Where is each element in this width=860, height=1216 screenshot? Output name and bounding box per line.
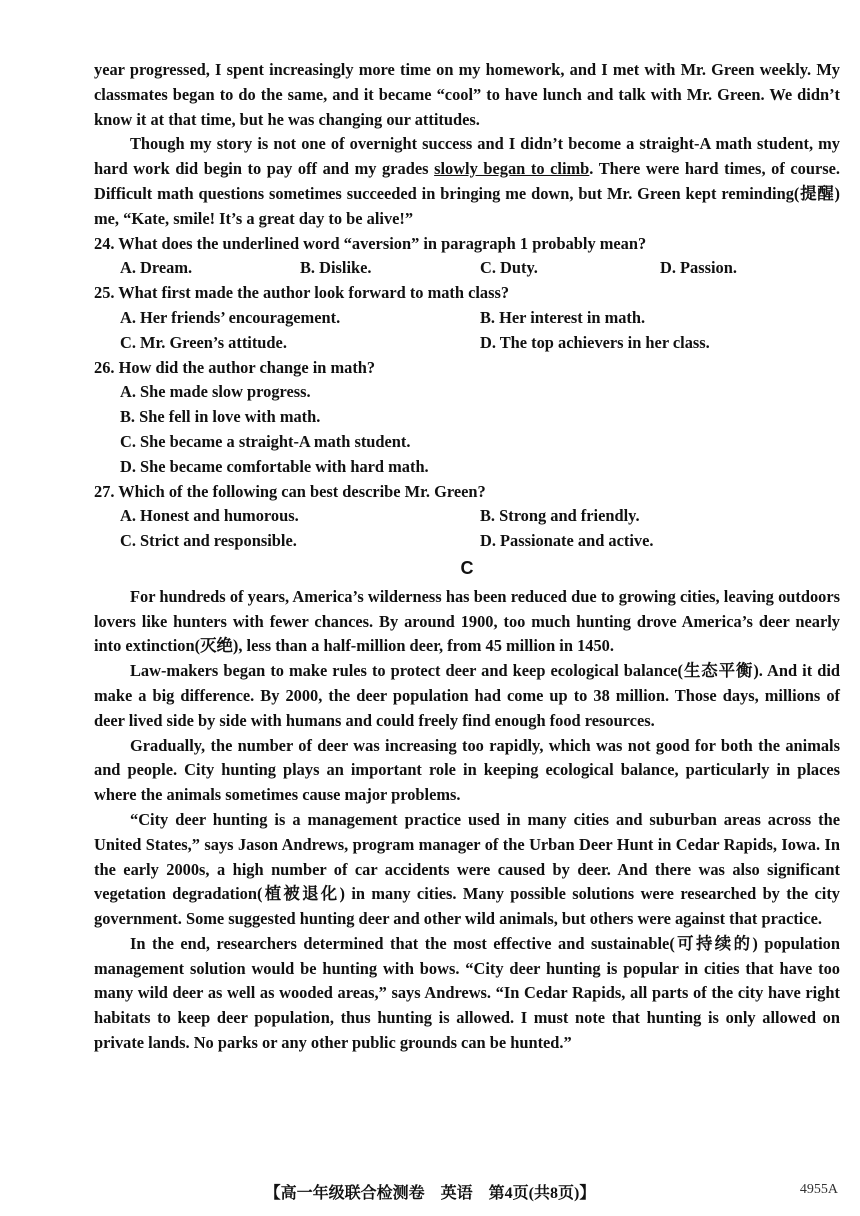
question-stem: 25. What first made the author look forward to math class? [94, 283, 510, 303]
options-row [94, 306, 840, 331]
options-row [94, 331, 840, 356]
option-a[interactable]: A. Her friends’ encouragement. [120, 307, 341, 327]
page-content [94, 58, 840, 1056]
option-d[interactable]: D. Passion. [660, 258, 737, 278]
page-footer: 【高一年级联合检测卷 英语 第4页(共8页)】 [264, 1185, 596, 1202]
question-26 [94, 356, 840, 480]
option-c[interactable]: C. Mr. Green’s attitude. [120, 332, 287, 352]
option-c[interactable]: C. Duty. [480, 258, 538, 278]
question-stem: 24. What does the underlined word “aversion” in paragraph 1 probably mean? [94, 233, 647, 253]
question-24 [94, 232, 840, 282]
passage-c-paragraph: Gradually, the number of deer was increasing too rapidly, which was not good for both the animals and people. City hunting plays an important role in keeping ecological balance, particularly in places where the animals sometimes cause major problems. [94, 735, 840, 805]
paper-code: 4955A [799, 1182, 838, 1197]
options-row [94, 256, 840, 281]
passage-c-paragraph: In the end, researchers determined that the most effective and sustainable(可持续的) population management solution would be hunting with bows. “City deer hunting is popular in cities that have too many wild deer as well as wooded areas,” says Andrews. “In Cedar Rapids, all parts of the city have right habitats to keep deer population, thus hunting is allowed. I must note that hunting is only allowed on private lands. No parks or any other public grounds can be hunted.” [94, 933, 840, 1053]
text-run: . There were hard times, of course. Difficult math questions sometimes succeeded in bringing me down, but Mr. Green kept reminding(提醒) me, “Kate, smile! It’s a great day to be alive!” [94, 159, 840, 228]
underlined-phrase: slowly began to climb [434, 159, 590, 179]
question-27 [94, 480, 840, 554]
option-b[interactable]: B. Her interest in math. [480, 307, 646, 327]
option-c[interactable]: C. Strict and responsible. [120, 531, 297, 551]
question-stem: 27. Which of the following can best describe Mr. Green? [94, 481, 486, 501]
passage-c-paragraph: For hundreds of years, America’s wilderness has been reduced due to growing cities, leaving outdoors lovers like hunters with fewer chances. By around 1900, too much hunting drove America’s deer nearly into extinction(灭绝), less than a half-million deer, from 45 million in 1450. [94, 586, 840, 656]
passage-c-paragraph: “City deer hunting is a management practice used in many cities and suburban areas across the United States,” says Jason Andrews, program manager of the Urban Deer Hunt in Cedar Rapids, Iowa. In the early 2000s, a high number of car accidents were caused by deer. And there was also significant vegetation degradation(植被退化) in many cities. Many possible solutions were researched by the city government. Some suggested hunting deer and other wild animals, but others were against that practice. [94, 809, 840, 929]
option-a[interactable]: A. Dream. [120, 258, 193, 278]
option-a[interactable]: A. Honest and humorous. [120, 506, 299, 526]
option-b[interactable]: B. Strong and friendly. [480, 506, 640, 526]
options-row [94, 504, 840, 529]
options-row [94, 529, 840, 554]
passage-b-paragraph [94, 132, 840, 231]
option-d[interactable]: D. The top achievers in her class. [480, 332, 710, 352]
passage-b-paragraph: year progressed, I spent increasingly more time on my homework, and I met with Mr. Green weekly. My classmates began to do the same, and it became “cool” to have lunch and talk with Mr. Green. We didn’t know it at that time, but he was changing our attitudes. [94, 60, 840, 129]
question-25 [94, 281, 840, 355]
option-b[interactable]: B. She fell in love with math. [120, 407, 321, 427]
section-heading: C [460, 557, 474, 578]
question-stem: 26. How did the author change in math? [94, 357, 376, 377]
text-run: Though my story is not one of overnight success and I didn’t become a straight-A math student, my hard work did begin to pay off and my grades [94, 134, 840, 179]
option-d[interactable]: D. She became comfortable with hard math. [120, 456, 429, 476]
option-a[interactable]: A. She made slow progress. [120, 382, 311, 402]
passage-c-paragraph: Law-makers began to make rules to protect deer and keep ecological balance(生态平衡). And it did make a big difference. By 2000, the deer population had come up to 38 million. Those days, millions of deer lived side by side with humans and could freely find enough food resources. [94, 661, 840, 730]
option-c[interactable]: C. She became a straight-A math student. [120, 431, 411, 451]
option-d[interactable]: D. Passionate and active. [480, 531, 654, 551]
option-b[interactable]: B. Dislike. [300, 258, 372, 278]
